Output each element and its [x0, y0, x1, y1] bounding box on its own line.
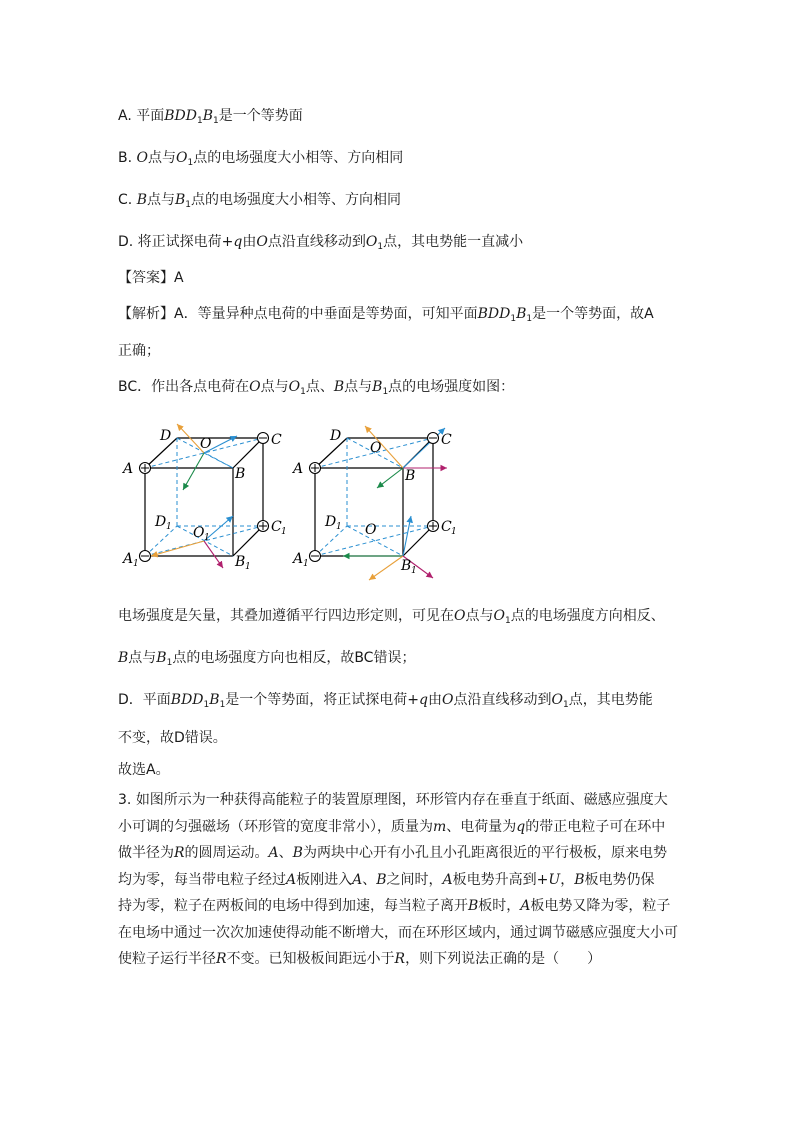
var-q: q: [233, 234, 243, 250]
var-o1: O: [551, 692, 563, 708]
option-a-text: 是一个等势面: [218, 108, 303, 124]
label-a1: A: [123, 551, 134, 567]
text: 、: [278, 845, 293, 861]
subscript: 1: [185, 200, 192, 210]
label-c: C: [271, 432, 282, 448]
option-a-prefix: A. 平面: [118, 108, 165, 124]
text: 做半径为: [118, 845, 174, 861]
subscript: 1: [303, 559, 309, 569]
text: D．平面: [118, 692, 171, 708]
var-b: B: [136, 192, 147, 208]
text: 的圆周运动。: [184, 845, 269, 861]
subscript: 1: [196, 116, 203, 126]
label-a1: A: [293, 551, 304, 567]
problem-3-line: [118, 840, 678, 867]
var-b1: B: [372, 379, 383, 395]
text: ，则下列说法正确的是（ ）: [405, 951, 602, 967]
var-a: A: [352, 871, 363, 888]
option-a: [118, 106, 303, 131]
subscript: 1: [166, 522, 172, 532]
text: 如图所示为一种获得高能粒子的装置原理图，环形管内存在垂直于纸面、磁感应强度大: [135, 792, 668, 808]
subscript: 1: [187, 158, 194, 168]
text: 板时，: [478, 898, 521, 914]
text: 点与: [260, 379, 289, 395]
option-c: [118, 190, 401, 215]
text: 板电势升高到+: [452, 871, 549, 888]
var-b: B: [574, 871, 585, 888]
option-b: [118, 148, 403, 173]
subscript: 1: [382, 387, 389, 397]
var-q: q: [419, 692, 428, 708]
var-b: B: [376, 871, 387, 888]
var-o: O: [256, 234, 268, 250]
var-a: A: [442, 871, 453, 888]
text: 持为零，粒子在两板间的电场中得到加速，每当粒子离开: [118, 898, 468, 914]
problem-number: 3.: [118, 792, 132, 808]
label-o1: O: [193, 525, 205, 541]
label-c: C: [441, 432, 452, 448]
analysis-line-2: 正确；: [118, 343, 160, 359]
option-b-prefix: B.: [118, 150, 137, 166]
text: 点与: [344, 379, 373, 395]
var-b: B: [516, 306, 527, 322]
var-a: A: [286, 871, 297, 888]
var-u: U: [548, 871, 561, 888]
option-d-prefix: D. 将正试探电荷+: [118, 234, 234, 250]
option-d-text: 点，其电势能一直减小: [383, 234, 524, 250]
label-b: B: [405, 468, 416, 484]
label-a: A: [123, 461, 134, 477]
subscript: 1: [451, 527, 457, 537]
text: 点与: [128, 650, 157, 666]
text: 板刚进入: [296, 871, 353, 888]
label-c1: C: [271, 519, 282, 535]
text: 由: [428, 692, 442, 708]
text: 点沿直线移动到: [453, 692, 552, 708]
right-cube: [291, 426, 457, 580]
subscript: 1: [377, 242, 384, 252]
text: 、电荷量为: [446, 818, 517, 835]
text: 点与: [148, 150, 176, 166]
var-o: O: [249, 379, 261, 395]
label-c1: C: [441, 519, 452, 535]
label-d1: D: [155, 514, 167, 530]
label-o: O: [370, 440, 382, 456]
text: 在电场中通过一次次加速使得动能不断增大，而在环形区域内，通过调节磁感应强度大小可: [118, 924, 678, 941]
var-b: B: [202, 108, 214, 124]
subscript: 1: [562, 700, 569, 710]
subscript: 1: [166, 658, 173, 668]
text: 的带正电粒子可在环中: [525, 818, 666, 835]
text: ，: [560, 871, 575, 888]
var-r: R: [394, 951, 406, 967]
text: 小可调的匀强磁场（环形管的宽度非常小），质量为: [118, 818, 433, 835]
var-bdd: BDD: [477, 306, 511, 322]
problem-3-line: [118, 787, 678, 814]
var-a: A: [520, 898, 531, 914]
analysis-d-2: 不变，故D错误。: [118, 730, 227, 746]
var-o1: O: [493, 608, 505, 624]
analysis-bc: [118, 377, 514, 402]
text: 均为零，每当带电粒子经过: [118, 871, 286, 888]
var-r: R: [216, 951, 227, 967]
subscript: 1: [213, 116, 219, 126]
text: 点与: [465, 608, 494, 624]
text: BC．作出各点电荷在: [118, 379, 250, 395]
cube-field-figure: [115, 418, 465, 586]
problem-3-line: [118, 893, 678, 920]
analysis-line-1: [118, 304, 654, 329]
option-b-text: 点的电场强度大小相等、方向相同: [193, 150, 404, 166]
var-q: q: [516, 818, 526, 835]
var-b: B: [333, 379, 345, 395]
subscript: 1: [504, 616, 511, 626]
label-b: B: [235, 466, 246, 482]
option-c-text: 点的电场强度大小相等、方向相同: [191, 192, 402, 208]
subscript: 1: [300, 387, 306, 397]
text: 板电势又降为零，粒子: [530, 898, 671, 914]
text: 由: [242, 234, 257, 250]
var-b1: B: [174, 192, 186, 208]
label-d1: D: [325, 514, 337, 530]
text: 点的电场强度方向相反、: [510, 608, 665, 624]
text: 、: [362, 871, 377, 888]
text: 板电势仍保: [584, 871, 655, 888]
option-d: [118, 232, 523, 257]
var-b: B: [468, 898, 479, 914]
text: 是一个等势面，将正试探电荷+: [225, 692, 420, 708]
problem-3-line: [118, 814, 678, 841]
text: 点的电场强度如图：: [388, 379, 515, 395]
text: 点，其电势能: [568, 692, 653, 708]
analysis-vector-1: [118, 606, 665, 631]
analysis-vector-2: [118, 648, 415, 673]
problem-3: [118, 787, 678, 973]
subscript: 1: [219, 700, 226, 710]
subscript: 1: [526, 314, 533, 324]
subscript: 1: [411, 566, 417, 576]
var-bdd: BDD: [164, 108, 197, 124]
text: 使粒子运行半径: [118, 951, 216, 967]
text: 之间时，: [386, 871, 443, 888]
option-c-prefix: C.: [118, 192, 137, 208]
var-o: O: [442, 692, 454, 708]
subscript: 1: [204, 533, 210, 543]
analysis-choose: 故选A。: [118, 762, 170, 778]
label-o: O: [365, 522, 377, 538]
var-a: A: [268, 845, 279, 861]
label-o: O: [200, 436, 212, 452]
var-b: B: [292, 845, 303, 861]
var-b: B: [118, 650, 129, 666]
label-b1: B: [401, 558, 412, 574]
subscript: 1: [510, 314, 517, 324]
subscript: 1: [203, 700, 210, 710]
var-o1: O: [288, 379, 301, 395]
subscript: 1: [133, 559, 139, 569]
problem-3-line: [118, 920, 678, 947]
var-m: m: [433, 818, 447, 835]
text: 点沿直线移动到: [267, 234, 366, 250]
subscript: 1: [336, 522, 342, 532]
text: 点与: [146, 192, 175, 208]
label-b1: B: [235, 554, 246, 570]
text: 电场强度是矢量，其叠加遵循平行四边形定则，可见在: [118, 608, 454, 624]
var-o: O: [136, 150, 148, 166]
answer: 【答案】A: [118, 270, 184, 286]
problem-3-line: [118, 946, 678, 973]
text: 是一个等势面，故A: [532, 306, 654, 322]
problem-3-line: [118, 867, 678, 894]
var-o: O: [454, 608, 466, 624]
subscript: 1: [281, 527, 287, 537]
text: 为两块中心开有小孔且小孔距离很近的平行极板，原来电势: [302, 845, 667, 861]
text: 【解析】A．等量异种点电荷的中垂面是等势面，可知平面: [118, 306, 478, 322]
label-d: D: [160, 428, 172, 444]
text: 点、: [305, 379, 334, 395]
label-a: A: [293, 461, 304, 477]
analysis-d-1: [118, 690, 653, 715]
var-o1: O: [176, 150, 188, 166]
var-bdd: BDD: [170, 692, 204, 708]
var-b: B: [209, 692, 220, 708]
var-o1: O: [365, 234, 378, 250]
text: 点的电场强度方向也相反，故BC错误；: [172, 650, 416, 666]
var-b1: B: [156, 650, 167, 666]
var-r: R: [174, 845, 185, 861]
label-d: D: [330, 428, 342, 444]
text: 不变。已知极板间距远小于: [226, 951, 395, 967]
subscript: 1: [245, 562, 251, 572]
left-cube: [121, 424, 287, 572]
